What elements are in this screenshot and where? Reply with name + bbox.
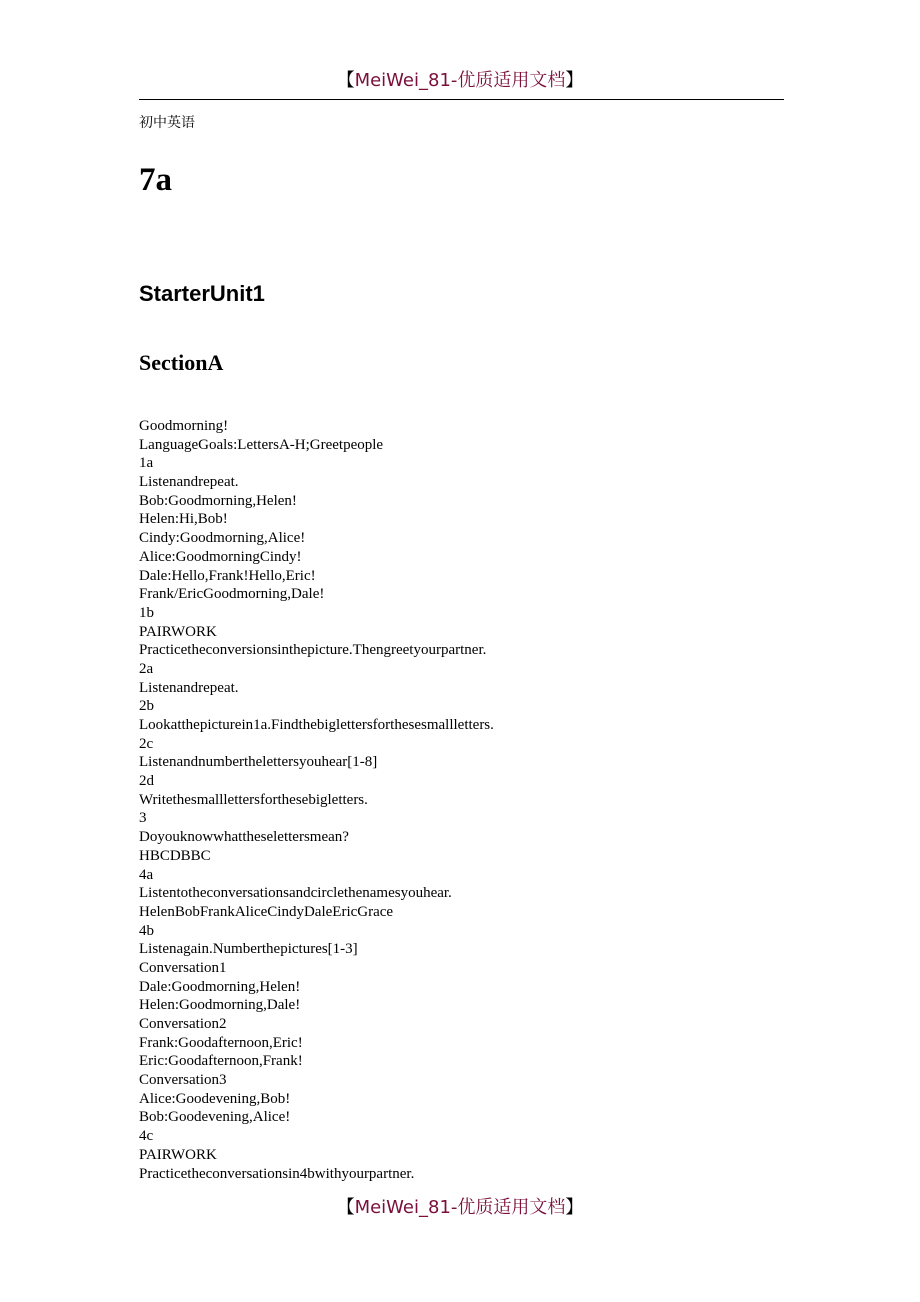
content-line: Helen:Hi,Bob! <box>139 511 228 528</box>
content-line: 2d <box>139 773 154 790</box>
footer-right-bracket: 】 <box>565 1197 584 1218</box>
content-line: Alice:GoodmorningCindy! <box>139 548 302 565</box>
subject-label: 初中英语 <box>139 115 195 131</box>
content-line: Dale:Goodmorning,Helen! <box>139 978 301 995</box>
content-line: Goodmorning! <box>139 418 229 434</box>
footer-left-bracket: 【 <box>336 1197 355 1218</box>
page-footer <box>0 1195 920 1221</box>
content-line: Frank/EricGoodmorning,Dale! <box>139 586 325 603</box>
content-line: 2a <box>139 660 154 677</box>
content-line: Practicetheconversationsin4bwithyourpartner. <box>139 1165 415 1182</box>
content-line: Dale:Hello,Frank!Hello,Eric! <box>139 567 316 584</box>
content-line: Doyouknowwhattheselettersmean? <box>139 829 349 846</box>
content-line: 4c <box>139 1128 154 1145</box>
content-line: Frank:Goodafternoon,Eric! <box>139 1034 303 1051</box>
content-line: 2c <box>139 735 154 752</box>
content-line: HelenBobFrankAliceCindyDaleEricGrace <box>139 903 394 920</box>
unit-heading: StarterUnit1 <box>139 281 265 306</box>
content-line: Listenandrepeat. <box>139 679 239 696</box>
content-line: 4b <box>139 922 154 939</box>
content-line: 4a <box>139 866 154 883</box>
content-line: Eric:Goodafternoon,Frank! <box>139 1053 303 1070</box>
content-line: Listenandnumberthelettersyouhear[1-8] <box>139 754 378 771</box>
content-line: LanguageGoals:LettersA-H;Greetpeople <box>139 436 384 453</box>
content-line: Listentotheconversationsandcirclethenamesyouhear. <box>139 885 452 902</box>
section-heading: SectionA <box>139 350 224 375</box>
content-line: PAIRWORK <box>139 623 217 640</box>
content-line: 3 <box>139 810 147 827</box>
footer-brand-text: MeiWei_81-优质适用文档 <box>354 1197 566 1218</box>
content-line: Conversation1 <box>139 959 227 976</box>
content-line: Alice:Goodevening,Bob! <box>139 1090 291 1107</box>
content-line: Bob:Goodmorning,Helen! <box>139 492 297 509</box>
content-line: Cindy:Goodmorning,Alice! <box>139 530 306 547</box>
content-line: Writethesmalllettersforthesebigletters. <box>139 791 368 808</box>
content-line: Conversation3 <box>139 1072 227 1089</box>
content-line: Helen:Goodmorning,Dale! <box>139 997 301 1014</box>
header-brand-text: MeiWei_81-优质适用文档 <box>354 70 566 91</box>
header-divider <box>139 99 784 100</box>
content-line: PAIRWORK <box>139 1146 217 1163</box>
content-line: Practicetheconversionsinthepicture.Thengreetyourpartner. <box>139 642 487 659</box>
content-line: Lookatthepicturein1a.Findthebiglettersforthesesmallletters. <box>139 717 494 733</box>
lesson-content <box>139 417 799 1183</box>
content-line: 1a <box>139 455 154 472</box>
content-line: Conversation2 <box>139 1016 227 1032</box>
content-line: Listenagain.Numberthepictures[1-3] <box>139 941 358 958</box>
grade-heading: 7a <box>139 162 172 198</box>
content-line: Bob:Goodevening,Alice! <box>139 1109 291 1126</box>
header-right-bracket: 】 <box>565 70 584 91</box>
content-line: HBCDBBC <box>139 847 211 864</box>
page-header <box>0 68 920 94</box>
content-line: 1b <box>139 604 154 621</box>
content-line: Listenandrepeat. <box>139 474 239 491</box>
content-line: 2b <box>139 698 154 715</box>
header-left-bracket: 【 <box>336 70 355 91</box>
